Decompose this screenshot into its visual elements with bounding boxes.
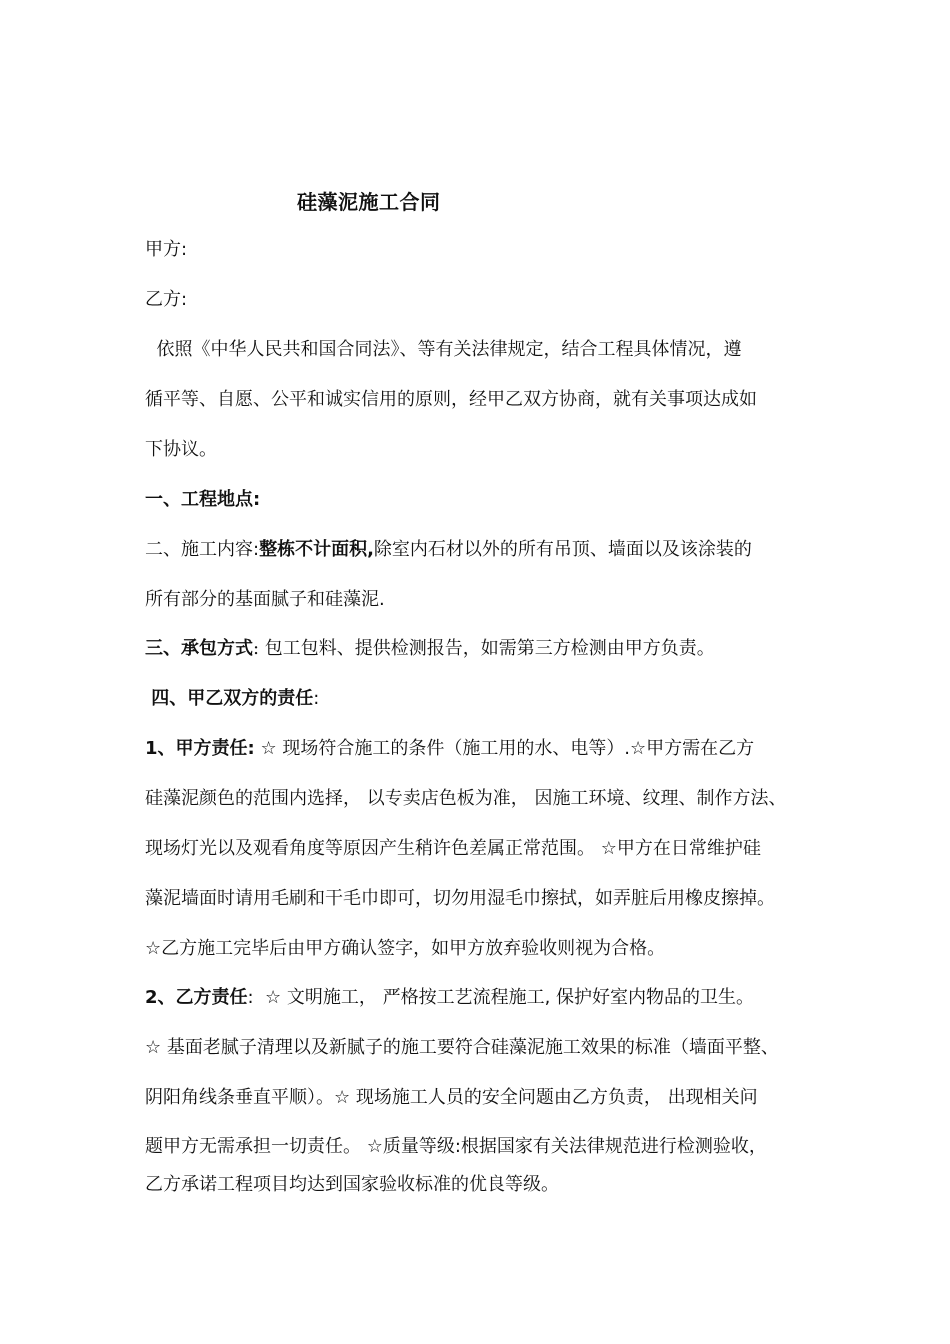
section-3-text: : 包工包料、提供检测报告，如需第三方检测由甲方负责。 bbox=[253, 638, 715, 659]
party-b-duties-text: : ☆ 文明施工， 严格按工艺流程施工, 保护好室内物品的卫生。 bbox=[247, 987, 755, 1008]
party-a-duties-text: 现场灯光以及观看角度等原因产生稍许色差属正常范围。 ☆甲方在日常维护硅 bbox=[145, 838, 761, 859]
party-a-duties-text: ☆乙方施工完毕后由甲方确认签字，如甲方放弃验收则视为合格。 bbox=[145, 938, 666, 959]
party-a-duties-heading: 1、甲方责任: bbox=[145, 738, 255, 759]
party-b-duties-heading: 2、乙方责任 bbox=[145, 987, 248, 1008]
party-a-duties-text: 硅藻泥颜色的范围内选择， 以专卖店色板为准， 因施工环境、纹理、制作方法、 bbox=[145, 788, 787, 809]
party-b-duties-text: 阴阳角线条垂直平顺）。☆ 现场施工人员的安全问题由乙方负责， 出现相关问 bbox=[145, 1087, 758, 1108]
party-a-duties-text: 藻泥墙面时请用毛刷和干毛巾即可，切勿用湿毛巾擦拭，如弄脏后用橡皮擦掉。 bbox=[145, 888, 775, 909]
preamble-line: 下协议。 bbox=[145, 439, 217, 460]
section-3-line bbox=[145, 636, 715, 662]
section-2-heading: 二、施工内容: bbox=[145, 539, 260, 560]
party-b-label: 乙方: bbox=[145, 289, 188, 310]
section-3-heading: 三、承包方式 bbox=[145, 638, 253, 659]
section-4-line bbox=[145, 686, 319, 712]
section-2-line bbox=[145, 537, 752, 563]
party-b-duties-text: 乙方承诺工程项目均达到国家验收标准的优良等级。 bbox=[145, 1174, 559, 1195]
document-title: 硅藻泥施工合同 bbox=[297, 190, 441, 214]
section-2-text: 除室内石材以外的所有吊顶、墙面以及该涂装的 bbox=[373, 539, 752, 560]
party-b-duties-text: 题甲方无需承担一切责任。 ☆质量等级:根据国家有关法律规范进行检测验收， bbox=[145, 1136, 767, 1157]
section-1-heading: 一、工程地点: bbox=[145, 489, 261, 510]
section-2-emphasis: 整栋不计面积, bbox=[259, 539, 374, 560]
section-2-continuation: 所有部分的基面腻子和硅藻泥. bbox=[145, 589, 385, 610]
preamble-line: 依照《中华人民共和国合同法》、等有关法律规定，结合工程具体情况，遵 bbox=[145, 339, 742, 360]
section-4-colon: : bbox=[313, 688, 320, 709]
party-b-duties-line bbox=[145, 985, 754, 1011]
party-a-duties-text: ☆ 现场符合施工的条件（施工用的水、电等）.☆甲方需在乙方 bbox=[254, 738, 755, 759]
party-a-duties-line bbox=[145, 736, 754, 762]
section-4-heading: 四、甲乙双方的责任 bbox=[145, 688, 314, 709]
party-a-label: 甲方: bbox=[145, 239, 188, 260]
party-b-duties-text: ☆ 基面老腻子清理以及新腻子的施工要符合硅藻泥施工效果的标准（墙面平整、 bbox=[145, 1037, 779, 1058]
preamble-line: 循平等、自愿、公平和诚实信用的原则，经甲乙双方协商，就有关事项达成如 bbox=[145, 389, 757, 410]
